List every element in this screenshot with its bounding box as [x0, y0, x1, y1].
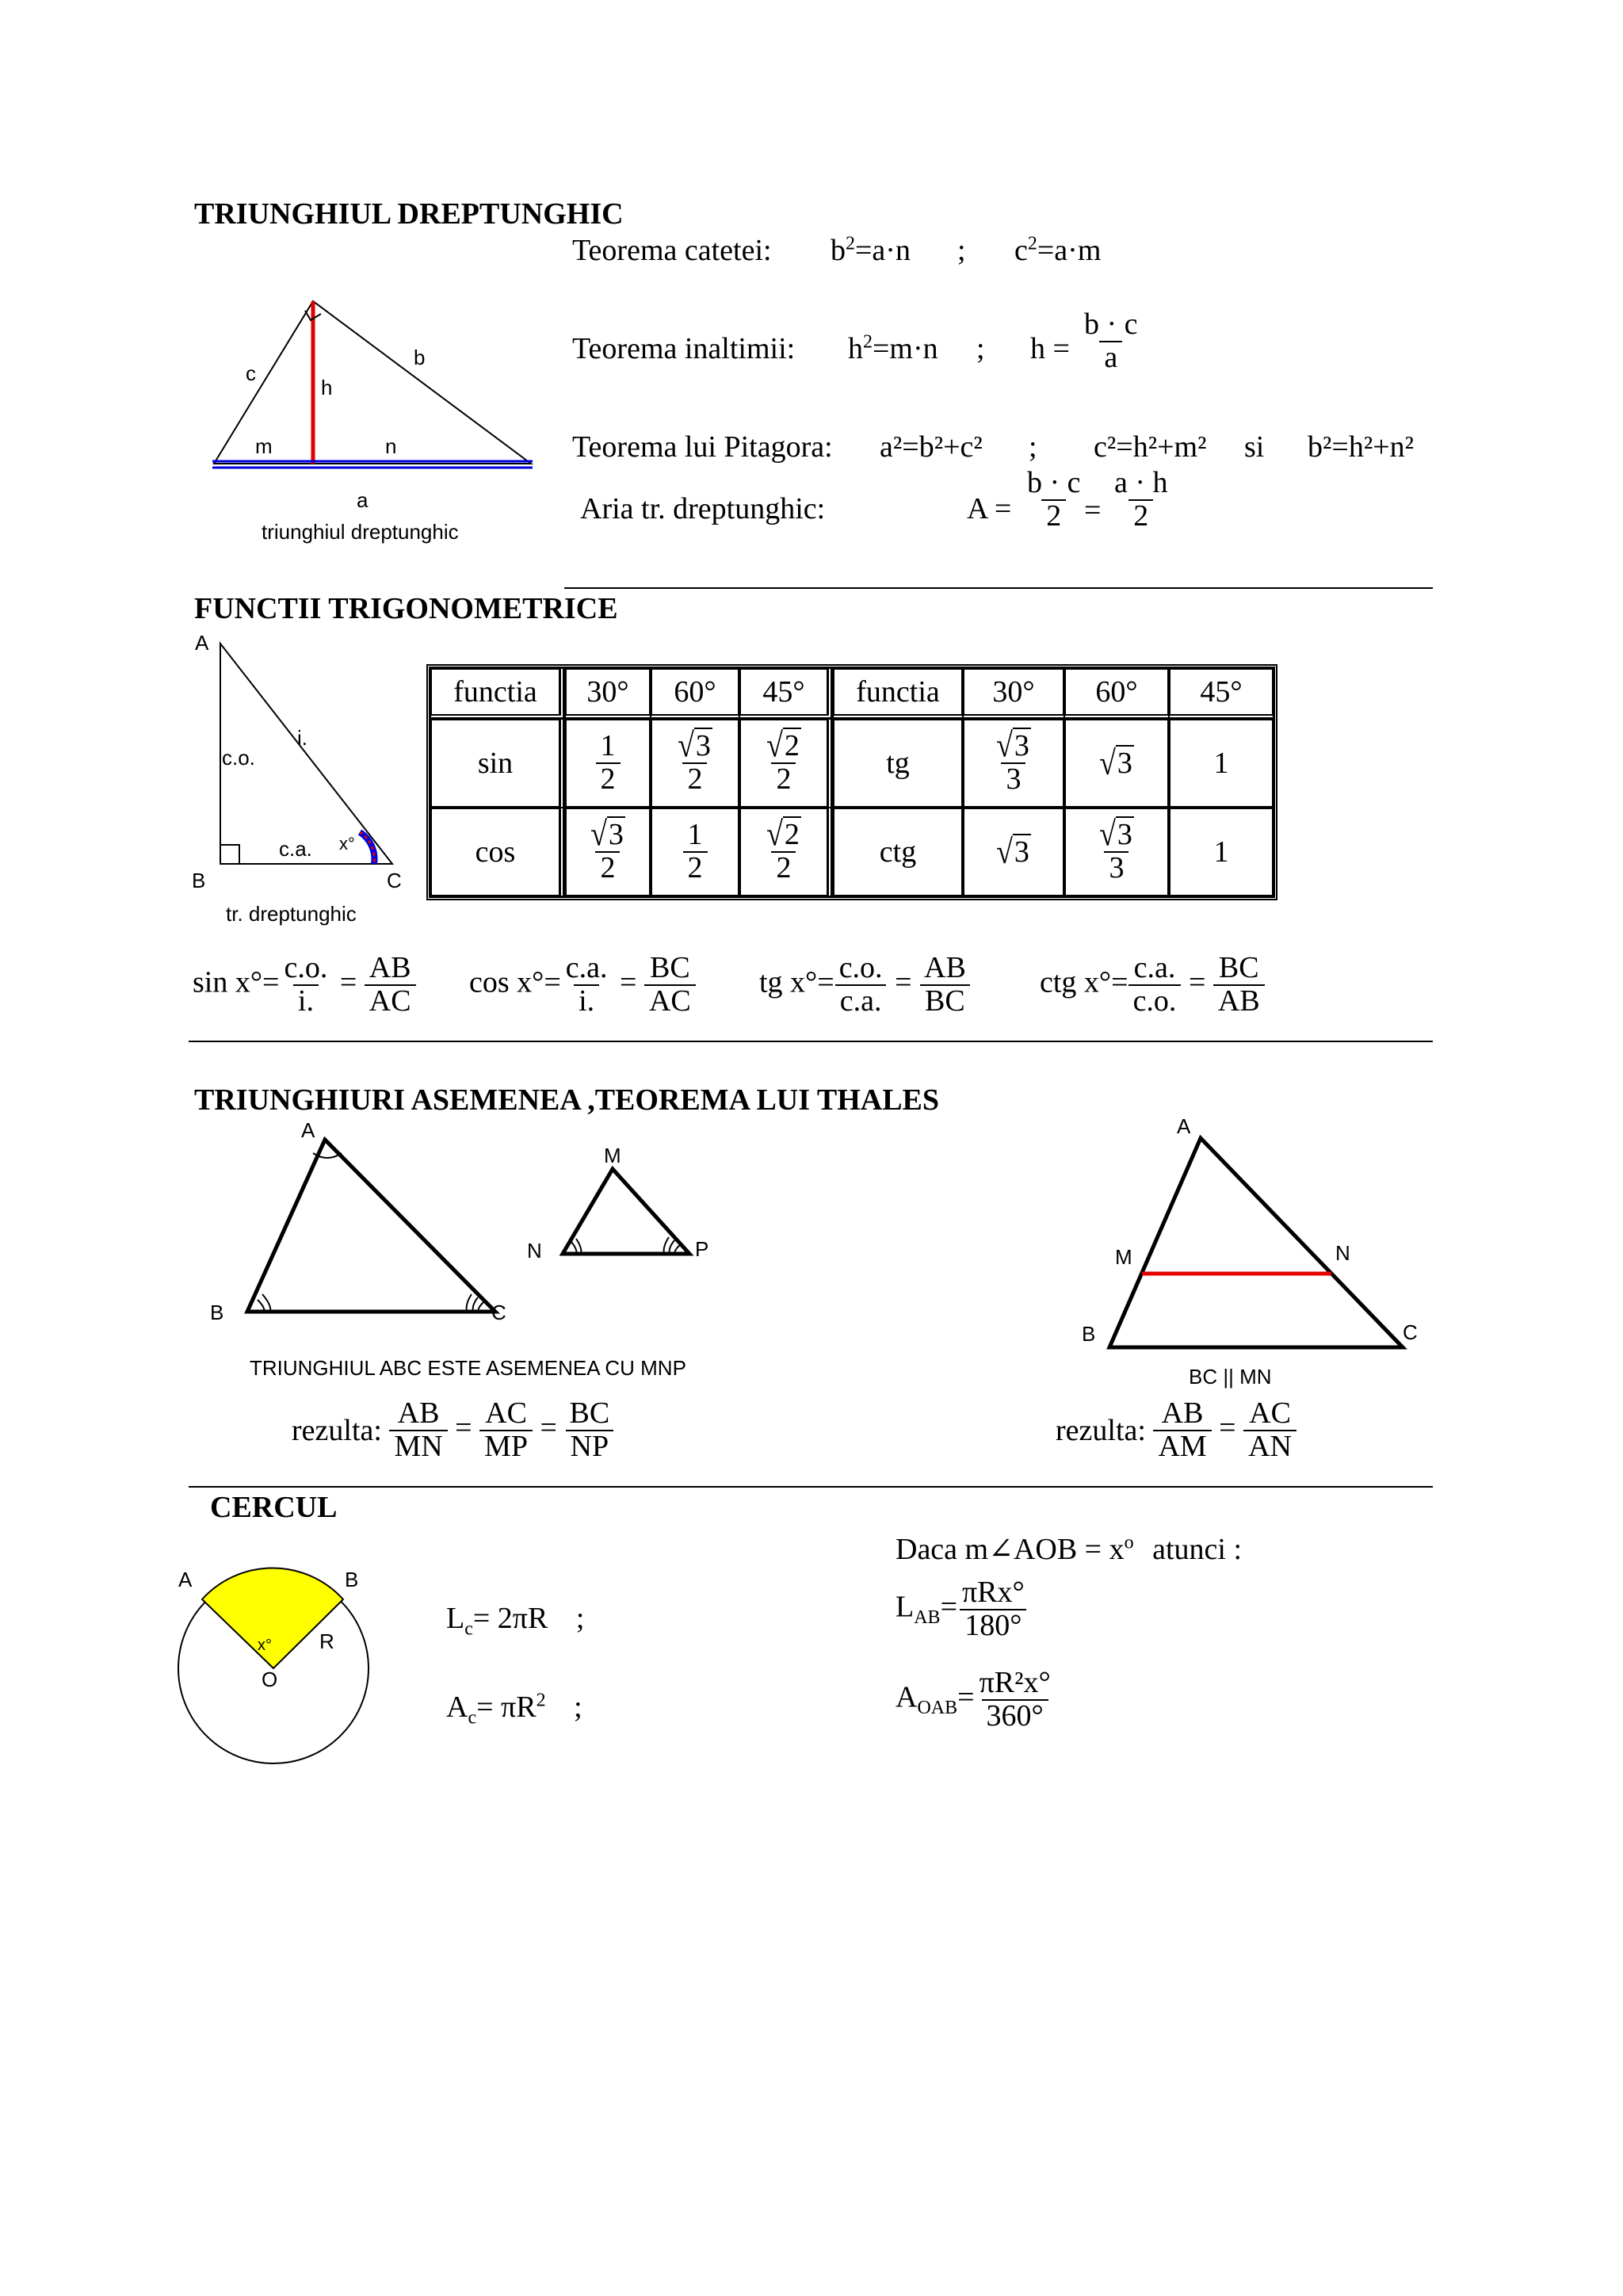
label-P: P	[695, 1237, 709, 1261]
cell-cos-45: $\frac{√2}{2}$	[739, 808, 833, 896]
label-A: A	[195, 634, 209, 655]
col-header: 45°	[739, 668, 833, 719]
label-b: b	[414, 346, 426, 369]
table-row	[430, 719, 1274, 808]
trig-table-wrap	[426, 664, 1277, 900]
cell-tg-30: $\frac{√3}{3}$	[963, 719, 1064, 808]
similar-triangles-figure	[202, 1121, 741, 1387]
section-title-triunghiuri-asemenea: TRIUNGHIURI ASEMENEA ,TEOREMA LUI THALES	[194, 1083, 940, 1117]
label-ca: c.a.	[279, 837, 312, 861]
cell-ctg-60: $\frac{√3}{3}$	[1064, 808, 1169, 896]
cell-cos-30: $\frac{√3}{2}$	[565, 808, 651, 896]
lc-formula: $L_c= 2\pi R$ ;	[446, 1602, 585, 1640]
section-title-cercul: CERCUL	[210, 1491, 338, 1524]
label-co: c.o.	[222, 746, 255, 770]
label-B: B	[192, 869, 206, 892]
col-header: functia	[430, 668, 565, 719]
cell-tg-45: 1	[1169, 719, 1274, 808]
col-header: 30°	[963, 668, 1064, 719]
label-x: x°	[258, 1637, 272, 1654]
divider-line	[564, 587, 1433, 589]
figure-caption: tr. dreptunghic	[226, 902, 357, 926]
section-title-triunghiul-dreptunghic: TRIUNGHIUL DREPTUNGHIC	[194, 197, 624, 231]
teorema-catetei-label: Teorema catetei:	[572, 234, 772, 267]
semicolon: ;	[957, 234, 966, 267]
teorema-inaltimii-formula: $h^2=m\cdot n$	[848, 331, 938, 365]
label-A: A	[301, 1121, 315, 1142]
fn-ctg: ctg	[833, 808, 963, 896]
aria-fraction-2: $\frac{a \cdot h}{2}$	[1114, 466, 1168, 533]
label-A: A	[1177, 1117, 1191, 1138]
fn-sin: sin	[430, 719, 565, 808]
trig-triangle-figure	[190, 634, 412, 935]
label-B: B	[210, 1301, 224, 1324]
label-M: M	[1115, 1245, 1132, 1269]
label-A: A	[178, 1568, 193, 1591]
label-R: R	[319, 1629, 334, 1653]
def-tg: tg x°= $\frac{c.o.}{c.a.}$ = $\frac{AB}{BC}$	[759, 953, 971, 1018]
aria-label: Aria tr. dreptunghic:	[580, 492, 826, 525]
col-header: 45°	[1169, 668, 1274, 719]
semicolon: ;	[1029, 430, 1037, 464]
label-h: h	[321, 376, 333, 399]
circle-figure	[162, 1561, 392, 1775]
teorema-catetei-formula-c: $c^2=a\cdot m$	[1014, 233, 1102, 267]
cell-ctg-30: √3	[963, 808, 1064, 896]
label-C: C	[491, 1301, 506, 1324]
rezulta-right: rezulta: $\frac{AB}{AM}$ = $\frac{AC}{AN}$	[1056, 1398, 1296, 1463]
teorema-inaltimii-label: Teorema inaltimii:	[572, 332, 796, 365]
label-O: O	[262, 1668, 278, 1691]
label-m: m	[255, 434, 273, 458]
pitagora-formula-c: c²=h²+m²	[1094, 430, 1207, 464]
label-a: a	[357, 488, 369, 512]
label-C: C	[387, 869, 402, 892]
daca-line: Daca m∠AOB = $x^o$ atunci :	[896, 1532, 1243, 1566]
col-header: 60°	[651, 668, 739, 719]
cell-sin-30: $\frac{1}{2}$	[565, 719, 651, 808]
right-triangle-figure	[206, 285, 539, 555]
trig-table	[426, 664, 1277, 900]
label-n: n	[385, 434, 397, 458]
cell-cos-60: $\frac{1}{2}$	[651, 808, 739, 896]
si-word: si	[1244, 430, 1265, 464]
h-eq: h =	[1030, 332, 1070, 365]
aria-fraction-1: $\frac{b \cdot c}{2}$	[1027, 466, 1081, 533]
def-ctg: ctg x°= $\frac{c.a.}{c.o.}$ = $\frac{BC}{AB}$	[1040, 953, 1265, 1018]
pitagora-formula-a: a²=b²+c²	[880, 430, 983, 464]
col-header: 60°	[1064, 668, 1169, 719]
label-x: x°	[339, 834, 355, 854]
def-cos: cos x°= $\frac{c.a.}{i.}$ = $\frac{BC}{AC}$	[469, 953, 696, 1018]
cell-sin-60: $\frac{√3}{2}$	[651, 719, 739, 808]
lab-formula: $L_{AB}=$ $\frac{\text{πRx°}}{180^\circ}$	[896, 1577, 1029, 1642]
teorema-catetei-formula-b: $b^2=a\cdot n$	[831, 233, 911, 267]
col-header: functia	[833, 668, 963, 719]
semicolon: ;	[976, 332, 985, 365]
def-sin: sin x°= $\frac{c.o.}{i.}$ = $\frac{AB}{AC}$	[193, 953, 416, 1018]
label-c: c	[246, 361, 256, 385]
label-i: i.	[297, 726, 307, 750]
pitagora-formula-b: b²=h²+n²	[1308, 430, 1415, 464]
aoab-formula: $A_{OAB}=$ $\frac{\text{πR²x°}}{360^\circ}$	[896, 1666, 1051, 1733]
thales-figure	[1066, 1117, 1438, 1395]
divider-line	[189, 1486, 1433, 1488]
label-C: C	[1403, 1320, 1418, 1344]
figure-caption: triunghiul dreptunghic	[262, 520, 459, 544]
table-row	[430, 808, 1274, 896]
label-N: N	[527, 1239, 542, 1263]
figure-caption: TRIUNGHIUL ABC ESTE ASEMENEA CU MNP	[250, 1356, 686, 1380]
aria-eq: A =	[967, 492, 1012, 525]
label-B: B	[345, 1568, 359, 1591]
cell-sin-45: $\frac{√2}{2}$	[739, 719, 833, 808]
col-header: 30°	[565, 668, 651, 719]
h-fraction: $\frac{b \cdot c}{a}$	[1084, 308, 1138, 374]
rezulta-left: rezulta: $\frac{AB}{MN}$ = $\frac{AC}{MP}$ = $\frac{BC}{NP}$	[292, 1398, 614, 1463]
label-B: B	[1082, 1322, 1096, 1346]
divider-line	[189, 1041, 1433, 1042]
fn-tg: tg	[833, 719, 963, 808]
cell-tg-60: √3	[1064, 719, 1169, 808]
pitagora-label: Teorema lui Pitagora:	[572, 430, 833, 464]
fn-cos: cos	[430, 808, 565, 896]
label-M: M	[604, 1144, 621, 1167]
section-title-functii: FUNCTII TRIGONOMETRICE	[194, 592, 618, 625]
aria-eq2: =	[1084, 494, 1102, 527]
figure-caption: BC || MN	[1189, 1365, 1272, 1389]
label-N: N	[1335, 1241, 1350, 1265]
cell-ctg-45: 1	[1169, 808, 1274, 896]
ac-formula: $A_c= \pi R^2$ ;	[446, 1690, 582, 1729]
